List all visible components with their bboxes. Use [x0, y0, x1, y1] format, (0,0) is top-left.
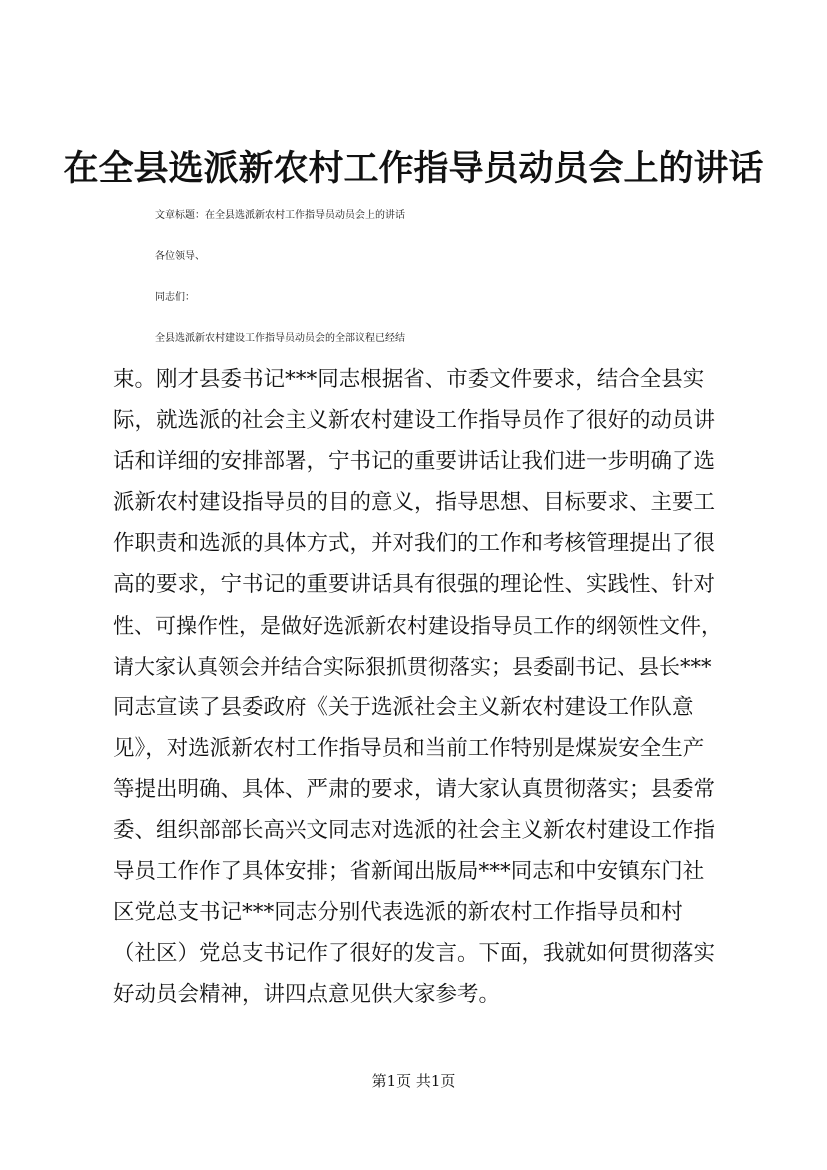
body-line: 作职责和选派的具体方式，并对我们的工作和考核管理提出了很 — [113, 531, 716, 556]
body-line: 全县选派新农村建设工作指导员动员会的全部议程已经结 — [155, 333, 405, 344]
body-line: 性、可操作性，是做好选派新农村建设指导员工作的纲领性文件， — [113, 614, 722, 638]
salutation-leaders: 各位领导、 — [155, 251, 205, 262]
body-line: 等提出明确、具体、严肃的要求，请大家认真贯彻落实；县委常 — [113, 777, 716, 802]
body-line: 请大家认真领会并结合实际狠抓贯彻落实；县委副书记、县长*** — [113, 655, 712, 679]
body-line: 话和详细的安排部署，宁书记的重要讲话让我们进一步明确了选 — [113, 449, 716, 474]
body-line: 见》，对选派新农村工作指导员和当前工作特别是煤炭安全生产 — [113, 736, 705, 761]
body-line: 派新农村建设指导员的目的意义，指导思想、目标要求、主要工 — [113, 490, 716, 515]
body-line: 区党总支书记***同志分别代表选派的新农村工作指导员和村 — [113, 900, 683, 925]
body-line: 同志宣读了县委政府《关于选派社会主义新农村建设工作队意 — [113, 695, 694, 720]
body-line: 委、组织部部长高兴文同志对选派的社会主义新农村建设工作指 — [113, 818, 716, 843]
body-line: 束。刚才县委书记***同志根据省、市委文件要求，结合全县实 — [113, 367, 705, 392]
body-line: 高的要求，宁书记的重要讲话具有很强的理论性、实践性、针对 — [113, 572, 716, 597]
salutation-comrades: 同志们： — [155, 292, 195, 303]
page-title: 在全县选派新农村工作指导员动员会上的讲话 — [63, 148, 764, 189]
body-line: 好动员会精神，讲四点意见供大家参考。 — [113, 982, 501, 1007]
article-title-line: 文章标题：在全县选派新农村工作指导员动员会上的讲话 — [155, 210, 405, 221]
body-line: （社区）党总支书记作了很好的发言。下面，我就如何贯彻落实 — [113, 941, 716, 966]
body-line: 际，就选派的社会主义新农村建设工作指导员作了很好的动员讲 — [113, 408, 716, 433]
body-line: 导员工作作了具体安排；省新闻出版局***同志和中安镇东门社 — [113, 859, 705, 884]
page-footer: 第1页 共1页 — [371, 1072, 456, 1090]
